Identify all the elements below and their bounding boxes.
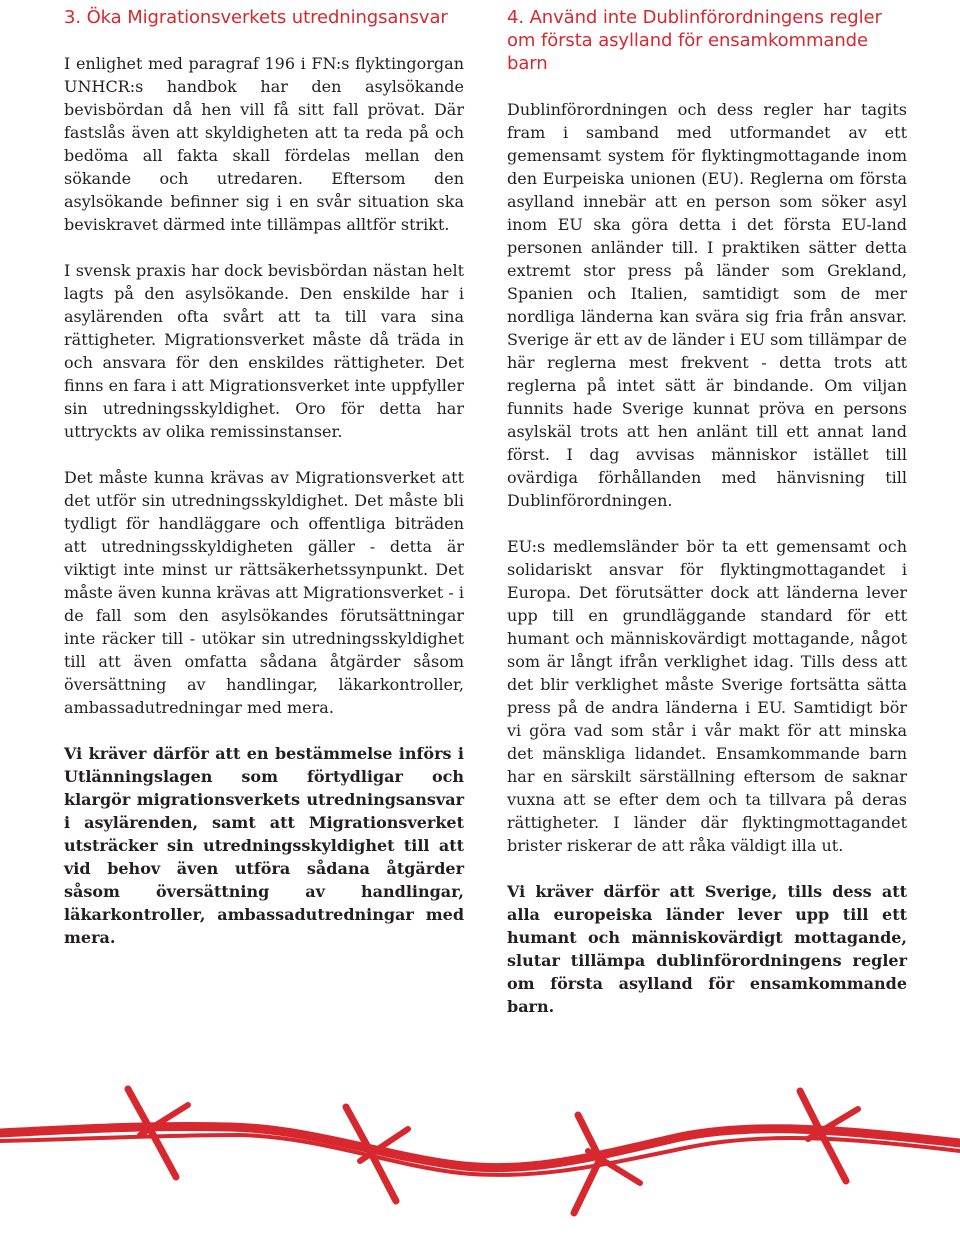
demand-statement: Vi kräver därför att Sverige, tills dess att alla europeiska länder lever upp till ett humant och människovärdigt mottagande, slutar tillämpa dublinförordningens regler om första asylland för ensamkommande barn. [507,882,907,1016]
paragraph: Det måste kunna krävas av Migrationsverket att det utför sin utredningsskyldighet. Det måste bli tydligt för handläggare och offentliga biträden att utredningsskyldigheten gäller - detta är viktigt inte minst ur rättsäkerhetssynpunkt. Det måste även kunna krävas att Migrationsverket - i de fall som den asylsökandes förutsättningar inte räcker till - utökar sin utredningsskyldighet till att även omfatta sådana åtgärder såsom översättning av handlingar, läkarkontroller, ambassadutredningar med mera. [64,468,464,717]
paragraph: Dublinförordningen och dess regler har tagits fram i samband med utformandet av ett gemensamt system för flyktingmottagande inom den Eurpeiska unionen (EU). Reglerna om första asylland innebär att en person som söker asyl inom EU ska göra detta i det första EU-land personen anländer till. I praktiken sätter detta extremt stor press på länder som Grekland, Spanien och Italien, samtidigt som de mer nordliga länderna kan svära sig fria från ansvar. Sverige är ett av de länder i EU som tillämpar de här reglerna mest frekvent - detta trots att reglerna på intet sätt är bindande. Om viljan funnits hade Sverige kunnat pröva en persons asylskäl trots att hen anlänt till ett annat land först. I dag avvisas människor istället till ovärdiga förhållanden med hänvisning till Dublinförordningen. [507,100,907,510]
right-column [507,6,907,1041]
barbed-wire-icon [0,1085,960,1239]
demand-statement: Vi kräver därför att en bestämmelse införs i Utlänningslagen som förtydligar och klargör migrationsverkets utredningsansvar i asylärenden, samt att Migrationsverket utsträcker sin utredningsskyldighet till att vid behov även utföra sådana åtgärder såsom översättning av handlingar, läkarkontroller, ambassadutredningar med mera. [64,744,464,947]
barbed-wire-graphic [0,1085,960,1239]
paragraph: I svensk praxis har dock bevisbördan nästan helt lagts på den asylsökande. Den enskilde har i asylärenden ofta svårt att ta till vara sina rättigheter. Migrationsverket måste då träda in och ansvara för den enskildes rättigheter. Det finns en fara i att Migrationsverket inte uppfyller sin utredningsskyldighet. Oro för detta har uttryckts av olika remissinstanser. [64,261,464,441]
paragraph: I enlighet med paragraf 196 i FN:s flyktingorgan UNHCR:s handbok har den asylsökande bevisbördan då hen vill få sitt fall prövat. Där fastslås även att skyldigheten att ta reda på och bedöma all fakta skall fördelas mellan den sökande och utredaren. Eftersom den asylsökande befinner sig i en svår situation ska beviskravet därmed inte tillämpas alltför strikt. [64,54,464,234]
paragraph: EU:s medlemsländer bör ta ett gemensamt och solidariskt ansvar för flyktingmottagandet i Europa. Det förutsätter dock att länderna lever upp till en grundläggande standard för ett humant och människovärdigt mottagande, något som är långt ifrån verklighet idag. Tills dess att det blir verklighet måste Sverige fortsätta sätta press på de andra länderna i EU. Samtidigt bör vi göra vad som står i vår makt för att minska det mänskliga lidandet. Ensamkommande barn har en särskilt särställning eftersom de saknar vuxna att se efter dem och ta tillvara på deras rättigheter. I länder där flyktingmottagandet brister riskerar de att råka väldigt illa ut. [507,537,907,855]
section-heading-3: 3. Öka Migrationsverkets utredningsansvar [64,7,448,28]
left-column [64,6,464,972]
section-heading-4: 4. Använd inte Dublinförordningens regler om första asylland för ensamkommande barn [507,7,882,74]
